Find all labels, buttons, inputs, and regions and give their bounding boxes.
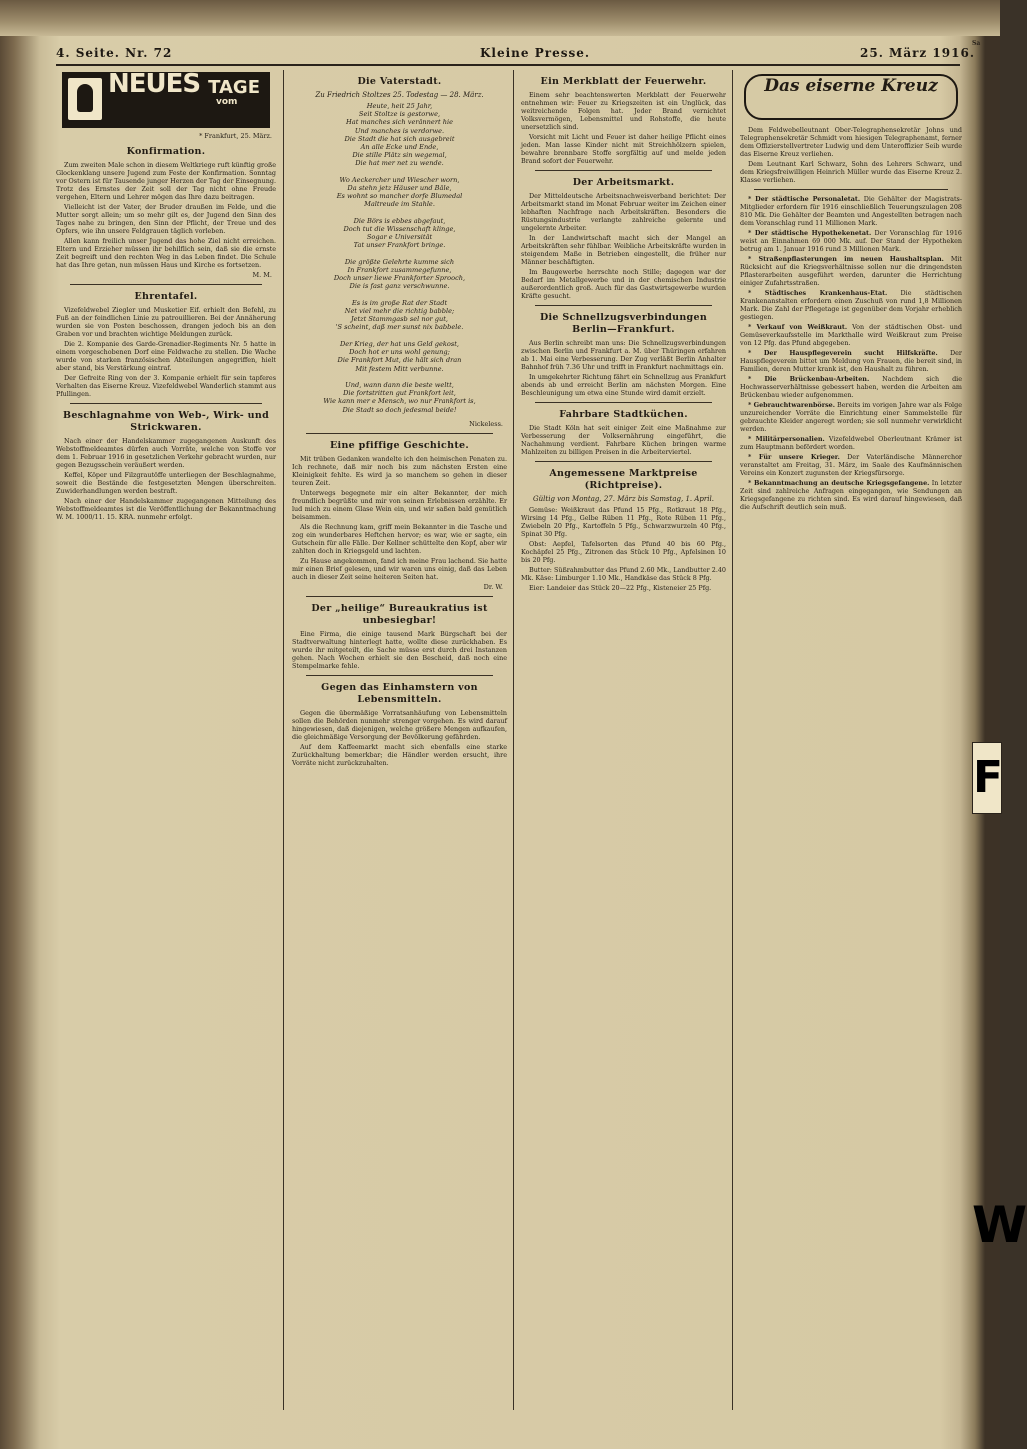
stanza — [292, 258, 507, 291]
paragraph — [740, 435, 962, 451]
poem-line: Es wohnt so mancher dorfe Blumedal — [336, 192, 463, 201]
paragraph — [740, 479, 962, 511]
poem-line: Doch hot er uns wohl genung; — [349, 348, 450, 357]
item-title: * Der städtische Personaletat. — [748, 195, 861, 203]
item-text: Die städtischen Krankenanstalten erfordern einen Zuschuß von rund 1,8 Millionen Mark. Die Zahl der Pflegetage ist gegenüber dem Vorjahr erheblich gestiegen. — [740, 289, 962, 321]
divider — [535, 402, 712, 403]
paragraph — [740, 255, 962, 287]
poem-line: An alle Ecke und Ende, — [360, 143, 439, 152]
paragraph: Die Stadt Köln hat seit einiger Zeit eine Maßnahme zur Verbesserung der Volksernährung eingeführt, die Nachahmung verdient. Fahrbare Küchen bringen warme Mahlzeiten zu billigen Preisen in die Arbeiterviertel. — [521, 424, 726, 456]
poem-line: 'S scheint, daß mer sunst nix babbele. — [335, 323, 464, 332]
poem-line: Die größte Gelehrte kumme sich — [344, 257, 455, 266]
paragraph: Der Mitteldeutsche Arbeitsnachweisverband berichtet: Der Arbeitsmarkt stand im Monat Februar weiter im Zeichen einer lebhaften Nachfrage nach Arbeitskräften. Besonders die Rüstungsindustrie verlangte zahlreiche gelernte und ungelernte Arbeiter. — [521, 192, 726, 232]
item-text: Von der städtischen Obst- und Gemüseverkaufsstelle im Markthalle wird Weißkraut zum Preise von 12 Pfg. das Pfund abgegeben. — [740, 323, 962, 347]
page-number: 4. Seite. Nr. 72 — [56, 46, 173, 60]
facing-page-text: Sa — [972, 40, 981, 47]
poem-line: Die fortstritten gut Frankfort leit, — [343, 389, 456, 398]
item-text: Der Vaterländische Männerchor veranstaltet am Freitag, 31. März, im Saale des Kaufmännischen Vereins ein Konzert zugunsten der Kriegsfürsorge. — [740, 453, 962, 477]
stanza — [292, 102, 507, 168]
column-rule — [513, 70, 514, 1410]
poem-line: Seit Stoltze is gestorwe, — [358, 110, 441, 119]
divider — [70, 284, 262, 285]
item-title: * Straßenpflasterungen im neuen Haushaltsplan. — [748, 255, 944, 263]
poem — [292, 102, 507, 414]
poem-line: Die Stadt so doch jedesmal beide! — [342, 405, 457, 414]
column-3 — [521, 70, 726, 1425]
paragraph: Aus Berlin schreibt man uns: Die Schnellzugsverbindungen zwischen Berlin und Frankfurt a. M. über Thüringen erfahren ab 1. Mai eine Verbesserung. Der Zug verläßt Berlin Anhalter Bahnhof früh 7.36 Uhr und trifft in Frankfurt nachmittags ein. — [521, 339, 726, 371]
article-subtitle: Zu Friedrich Stoltzes 25. Todestag — 28. März. — [315, 91, 484, 99]
paragraph: In umgekehrter Richtung fährt ein Schnellzug aus Frankfurt abends ab und erreicht Berlin am nächsten Morgen. Eine Beschleunigung um etwa eine Stunde wird damit erzielt. — [521, 373, 726, 397]
poem-line: Tat unser Frankfort bringe. — [353, 241, 446, 250]
paragraph: Die 2. Kompanie des Garde-Grenadier-Regiments Nr. 5 hatte in einem vorgeschobenen Dorf eine Feldwache zu stellen. Die Wache wurde von starken französischen Abteilungen angegriffen, hielt aber stand, bis Verstärkung eintraf. — [56, 340, 276, 372]
paragraph — [740, 375, 962, 399]
paragraph: Obst: Aepfel, Tafelsorten das Pfund 40 bis 60 Pfg., Kochäpfel 25 Pfg., Zitronen das Stück 10 Pfg., Apfelsinen 10 bis 20 Pfg. — [521, 540, 726, 564]
eisernes-kreuz-banner — [744, 74, 958, 120]
paragraph — [740, 453, 962, 477]
paragraph — [740, 289, 962, 321]
poem-line: Wie kann mer e Mensch, wo nur Frankfort is, — [323, 397, 476, 406]
article-title: Angemessene Marktpreise (Richtpreise). — [549, 468, 698, 491]
stanza — [292, 217, 507, 250]
paragraph: Dem Feldwebelleutnant Ober-Telegraphensekretär Johns und Telegraphensekretär Schmidt vom hiesigen Telegraphenamt, ferner dem Offizierstellvertreter Ludwig und dem Unteroffizier Seib wurde das Eiserne Kreuz verliehen. — [740, 126, 962, 158]
poem-line: Maltreude im Stahle. — [364, 200, 435, 209]
poem-line: Da stehn jetz Häuser und Bäle, — [347, 184, 452, 193]
article-title: Gegen das Einhamstern von Lebensmitteln. — [321, 681, 478, 705]
divider — [70, 403, 262, 404]
paragraph: Auf dem Kaffeemarkt macht sich ebenfalls eine starke Zurückhaltung bemerkbar; die Händler werden ersucht, ihre Vorräte nicht zurückzuhalten. — [292, 742, 507, 767]
item-text: Mit Rücksicht auf die Kriegsverhältnisse sollen nur die dringendsten Pflasterarbeiten ausgeführt werden, darunter die Herrichtung einiger Zufahrtsstraßen. — [740, 255, 962, 287]
item-text: Der Voranschlag für 1916 weist an Einnahmen 69 000 Mk. auf. Der Stand der Hypotheken betrug am 1. Januar 1916 rund 3 Millionen Mark. — [740, 229, 962, 253]
paragraph: Butter: Süßrahmbutter das Pfund 2.60 Mk., Landbutter 2.40 Mk. Käse: Limburger 1.10 Mk., Handkäse das Stück 8 Pfg. — [521, 566, 726, 582]
article-title: Der „heilige“ Bureaukratius ist unbesiegbar! — [311, 602, 488, 626]
divider — [306, 596, 493, 597]
item-title: * Städtisches Krankenhaus-Etat. — [748, 289, 888, 297]
newspaper-name: Kleine Presse. — [480, 46, 591, 60]
signature: Dr. W. — [483, 582, 503, 591]
paragraph: Dem Leutnant Karl Schwarz, Sohn des Lehrers Schwarz, und dem Kriegsfreiwilligen Heinrich Müller wurde das Eiserne Kreuz 2. Klasse verliehen. — [740, 160, 962, 184]
paragraph — [740, 401, 962, 433]
paragraph: Eier: Landeier das Stück 20—22 Pfg., Kisteneier 25 Pfg. — [529, 584, 712, 592]
stanza — [292, 381, 507, 414]
masthead-word-3: TAGE — [208, 77, 260, 98]
banner-title: Das eiserne Kreuz — [764, 76, 938, 96]
masthead-word-1: NEUES — [108, 69, 201, 99]
paragraph — [740, 323, 962, 347]
poem-line: Net viel mehr die richtig babble; — [344, 307, 455, 316]
article-title: Ehrentafel. — [134, 291, 198, 302]
signature: Nickeless. — [469, 419, 503, 428]
item-title: * Der Hauspflegeverein sucht Hilfskräfte. — [748, 349, 938, 357]
column-4 — [740, 70, 962, 1425]
poem-line: Heute, heit 25 Jahr, — [366, 102, 433, 110]
facing-page-ad-letter: W — [972, 1196, 1027, 1254]
poem-line: Und manches is verdorwe. — [354, 126, 445, 135]
dateline: * Frankfurt, 25. März. — [199, 132, 272, 140]
divider — [535, 170, 712, 171]
paragraph: Unterwegs begegnete mir ein alter Bekannter, der mich freundlich begrüßte und mir von seinen Erlebnissen erzählte. Er lud mich zu einem Glase Wein ein, und wir saßen bald gemütlich beisammen. — [292, 488, 507, 521]
issue-date: 25. März 1916. — [860, 46, 976, 60]
item-title: * Gebrauchtwarenbörse. — [748, 401, 835, 409]
paragraph: Der Gefreite Ring von der 3. Kompanie erhielt für sein tapferes Verhalten das Eiserne Kreuz. Vizefeldwebel Wanderlich stammt aus Pfullingen. — [56, 374, 276, 398]
paragraph: Gemüse: Weißkraut das Pfund 15 Pfg., Rotkraut 18 Pfg., Wirsing 14 Pfg., Gelbe Rüben 11 Pfg., Rote Rüben 11 Pfg., Zwiebeln 20 Pfg., Kartoffeln 5 Pfg., Schwarzwurzeln 40 Pfg., Spinat 30 Pfg. — [521, 506, 726, 538]
paragraph: Keffel, Köper und Filzgrautöffe unterliegen der Beschlagnahme, soweit die Bestände die festgesetzten Mengen überschreiten. Zuwiderhandlungen werden bestraft. — [56, 471, 276, 495]
paragraph: Einem sehr beachtenswerten Merkblatt der Feuerwehr entnehmen wir: Feuer zu Kriegszeiten ist ein Unglück, das weitreichende Folgen hat. Jeder Brand vernichtet Volksvermögen, Lebensmittel und Rohstoffe, die heute unersetzlich sind. — [521, 91, 726, 131]
paragraph: Gegen die übermäßige Vorratsanhäufung von Lebensmitteln sollen die Behörden nunmehr strenger vorgehen. Es wird darauf hingewiesen, daß diejenigen, welche größere Mengen aufkaufen, die gleichmäßige Versorgung der Bevölkerung gefährden. — [292, 708, 507, 741]
poem-line: Die hat mer net zu wende. — [355, 159, 444, 168]
book-binding-strip — [0, 0, 1000, 36]
column-rule — [283, 70, 284, 1410]
item-title: * Militärpersonalien. — [748, 435, 825, 443]
divider — [535, 461, 712, 462]
article-title: Ein Merkblatt der Feuerwehr. — [540, 76, 707, 87]
article-title: Die Vaterstadt. — [357, 76, 442, 87]
poem-line: Jetzt Stammgasb sel nor gut, — [350, 315, 449, 324]
column-1 — [56, 70, 276, 1425]
item-text: Vizefeldwebel Oberleutnant Krämer ist zum Hauptmann befördert worden. — [740, 435, 962, 451]
neues-vom-tage-masthead — [62, 69, 270, 128]
poem-line: Die Börs is ebbes abgefaut, — [353, 216, 446, 225]
article-title: Konfirmation. — [126, 146, 206, 157]
poem-line: Sogar e Universität — [366, 233, 433, 242]
eagle-emblem-icon — [68, 78, 102, 120]
paragraph: In der Landwirtschaft macht sich der Mangel an Arbeitskräften sehr fühlbar. Weibliche Arbeitskräfte wurden in steigendem Maße in Betrieben eingestellt, die früher nur Männer beschäftigten. — [521, 234, 726, 266]
article-title: Der Arbeitsmarkt. — [572, 177, 675, 188]
divider — [306, 433, 493, 434]
signature: M. M. — [252, 271, 272, 279]
divider — [754, 189, 948, 190]
poem-line: Und, wann dann die beste weltt, — [345, 380, 454, 389]
stanza — [292, 299, 507, 332]
masthead-word-2: vom — [216, 97, 238, 107]
article-title: Die Schnellzugsverbindungen Berlin—Frankfurt. — [539, 312, 708, 335]
poem-line: Die Stadt die hat sich ausgebreit — [344, 134, 455, 143]
facing-page-ad-letter: F — [972, 742, 1002, 814]
paragraph: Vielleicht ist der Vater, der Bruder draußen im Felde, und die Mutter sorgt allein; um so mehr gilt es, der Jugend den Sinn des Tages nahe zu bringen, den Sinn der Pflicht, der Treue und des Opfers, wie ihn unsere Feldgrauen täglich vorleben. — [56, 203, 276, 235]
paragraph: Nach einer der Handelskammer zugegangenen Auskunft des Webstoffmeldeamtes dürfen auch Vorräte, welche von Stoffe vor dem 1. Februar 1916 in gesetzlichen Verkehr gebracht wurden, nur gegen Bezugsschein veräußert werden. — [56, 437, 277, 469]
poem-line: Die Frankfort Mut, die hält sich dran — [337, 356, 462, 365]
paragraph: Eine Firma, die einige tausend Mark Bürgschaft bei der Stadtverwaltung hinterlegt hatte, wollte diese zurückhaben. Es wurde ihr mitgeteilt, die Sache müsse erst durch drei Instanzen gehen. Nach Wochen erhielt sie den Bescheid, daß noch eine Stempelmarke fehle. — [292, 629, 507, 670]
header-rule — [56, 64, 960, 66]
poem-line: Die is fast ganz verschwunne. — [349, 282, 450, 291]
item-text: Der Hauspflegeverein bittet um Meldung von Frauen, die bereit sind, in Familien, deren Mutter krank ist, den Haushalt zu führen. — [740, 349, 962, 373]
item-title: * Die Brückenbau-Arbeiten. — [748, 375, 870, 383]
paragraph: Vorsicht mit Licht und Feuer ist daher heilige Pflicht eines jeden. Man lasse Kinder nicht mit Streichhölzern spielen, bewahre brennbare Stoffe sorgfältig auf und melde jeden Brand sofort der Feuerwehr. — [521, 133, 726, 165]
paragraph — [740, 229, 962, 253]
article-title: Eine pfiffige Geschichte. — [330, 439, 469, 451]
paragraph: Zum zweiten Male schon in diesem Weltkriege ruft künftig große Glockenklang unsere Jugend zum Feste der Konfirmation. Sonntag vor Ostern ist für Tausende junger Herzen der Tag der Einsegnung. Trotz des Ernstes der Zeit soll der Tag nicht ohne Freude vergehen, Eltern und Lehrer mögen das Ihre dazu beitragen. — [56, 161, 276, 201]
paragraph: Zu Hause angekommen, fand ich meine Frau lachend. Sie hatte mir einen Brief gelesen, und wir waren uns einig, daß das Leben auch in dieser Zeit seine heiteren Seiten hat. — [292, 556, 507, 581]
stanza — [292, 176, 507, 209]
paragraph — [740, 195, 962, 227]
paragraph: Als die Rechnung kam, griff mein Bekannter in die Tasche und zog ein wunderbares Heftchen hervor; es war, wie er sagte, ein Gutschein für alle Fälle. Der Kellner schüttelte den Kopf, aber wir zahlten doch in Kriegsgeld und lachten. — [292, 522, 507, 555]
poem-line: Es is im große Rat der Stadt — [351, 298, 448, 307]
item-text: In letzter Zeit sind zahlreiche Anfragen eingegangen, wie Sendungen an Kriegsgefangene zu richten sind. Es wird darauf hingewiesen, daß die Aufschrift deutlich sein muß. — [740, 479, 962, 511]
paragraph: Nach einer der Handelskammer zugegangenen Mitteilung des Webstoffmeldeamtes ist die Veröffentlichung der Bekanntmachung W. M. 1000/11. 15. KRA. nunmehr erfolgt. — [56, 497, 276, 521]
paragraph: Im Baugewerbe herrschte noch Stille; dagegen war der Bedarf im Metallgewerbe und in der chemischen Industrie außerordentlich groß. Auch für das Gastwirtsgewerbe wurden Kräfte gesucht. — [521, 268, 726, 300]
stanza — [292, 340, 507, 373]
poem-line: Doch unser liewe Frankforter Sprooch, — [333, 274, 466, 283]
item-text: Bereits im vorigen Jahre war als Folge unzureichender Vorräte die Einrichtung einer Sammelstelle für gebrauchte Kleider angeregt worden; sie soll nunmehr verwirklicht werden. — [740, 401, 962, 433]
item-title: * Für unsere Krieger. — [748, 453, 840, 461]
paragraph: Mit trüben Gedanken wandelte ich den heimischen Penaten zu. Ich rechnete, daß mir noch bis zum nächsten Ersten eine Kleinigkeit fehlte. Es wird ja so manchem so gehen in dieser teuren Zeit. — [292, 454, 507, 487]
item-title: * Verkauf von Weißkraut. — [748, 323, 848, 331]
item-text: Die Gehälter der Magistrats-Mitglieder erfordern für 1916 einschließlich Teuerungszulagen 208 810 Mk. Die Gehälter der Beamten und Angestellten betragen nach dem Voranschlag rund 11 Millionen Mark. — [740, 195, 962, 227]
article-title: Fahrbare Stadtküchen. — [559, 409, 688, 420]
paragraph — [740, 349, 962, 373]
poem-line: Mit festem Mitt verbunne. — [355, 364, 444, 373]
poem-line: Der Krieg, der hat uns Geld gekost, — [339, 339, 460, 348]
divider — [306, 675, 493, 676]
column-rule — [732, 70, 733, 1410]
divider — [535, 305, 712, 306]
item-text: Nachdem sich die Hochwasserverhältnisse gebessert haben, werden die Arbeiten am Brückenbau wieder aufgenommen. — [740, 375, 962, 399]
item-title: * Bekanntmachung an deutsche Kriegsgefangene. — [748, 479, 930, 487]
poem-line: Hat manches sich verännert hie — [346, 118, 453, 127]
poem-line: Doch tut die Wissenschaft klinge, — [343, 225, 456, 234]
poem-line: In Frankfort zusammegefunne, — [347, 266, 452, 275]
column-2 — [292, 70, 507, 1425]
article-subtitle: Gültig von Montag, 27. März bis Samstag, 1. April. — [533, 495, 714, 503]
paragraph: Allen kann freilich unser Jugend das hohe Ziel nicht erreichen. Eltern und Erzieher müssen ihr behilflich sein, daß sie die ernste Zeit begreift und den rechten Weg in das Leben findet. Die Schule hat das Ihre getan, nun müssen Haus und Kirche es fortsetzen. — [56, 237, 276, 269]
article-title: Beschlagnahme von Web-, Wirk- und Strickwaren. — [62, 410, 270, 433]
poem-line: Wo Aeckercher und Wiescher worn, — [339, 175, 460, 184]
poem-line: Die stille Plätz sin wegemal, — [352, 151, 447, 160]
paragraph: Vizefeldwebel Ziegler und Musketier Eif. erhielt den Befehl, zu Fuß an der feindlichen Linie zu patrouillieren. Bei der Annäherung wurden sie von Posten beschossen, drangen jedoch bis an den Graben vor und brachten wichtige Meldungen zurück. — [56, 306, 276, 338]
item-title: * Der städtische Hypothekenetat. — [748, 229, 872, 237]
